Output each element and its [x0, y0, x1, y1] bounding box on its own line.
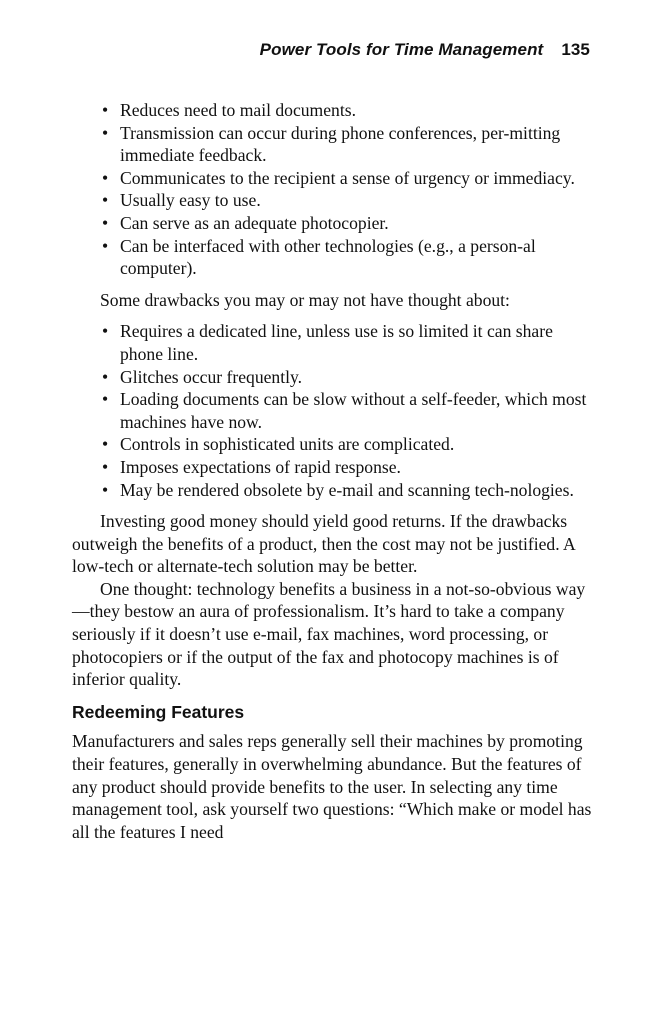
list-item: • Can be interfaced with other technologies (e.g., a person-al computer). — [120, 235, 592, 280]
benefits-list — [72, 99, 592, 280]
page-body — [72, 99, 592, 843]
page-number: 135 — [561, 40, 590, 59]
investing-paragraph: Investing good money should yield good returns. If the drawbacks outweigh the benefits of a product, then the cost may not be justified. A low-tech or alternate-tech solution may be better. — [72, 511, 575, 577]
list-item: • May be rendered obsolete by e-mail and scanning tech-nologies. — [120, 479, 592, 502]
drawbacks-list — [72, 320, 592, 501]
list-item: • Usually easy to use. — [120, 189, 592, 212]
list-item: • Can serve as an adequate photocopier. — [120, 212, 592, 235]
section-heading: Redeeming Features — [72, 701, 245, 722]
section-paragraph: Manufacturers and sales reps generally sell their machines by promoting their features, generally in overwhelming abundance. But the features of any product should provide benefits to the user. In selecting any time management tool, ask yourself two questions: “Which make or model has all the features I need — [72, 731, 592, 842]
list-item: • Communicates to the recipient a sense of urgency or immediacy. — [120, 167, 592, 190]
list-item: • Controls in sophisticated units are complicated. — [120, 433, 592, 456]
list-item: • Transmission can occur during phone conferences, per-mitting immediate feedback. — [120, 122, 592, 167]
list-item: • Imposes expectations of rapid response. — [120, 456, 592, 479]
running-header — [260, 40, 590, 60]
list-item: • Glitches occur frequently. — [120, 366, 592, 389]
list-item: • Requires a dedicated line, unless use is so limited it can share phone line. — [120, 320, 592, 365]
running-title: Power Tools for Time Management — [259, 40, 544, 59]
list-item: • Reduces need to mail documents. — [120, 99, 592, 122]
list-item: • Loading documents can be slow without a self-feeder, which most machines have now. — [120, 388, 592, 433]
one-thought-paragraph: One thought: technology benefits a business in a not-so-obvious way—they bestow an aura of professionalism. It’s hard to take a company seriously if it doesn’t use e-mail, fax machines, word processing, or photocopiers or if the output of the fax and photocopy machines is of inferior quality. — [72, 578, 586, 690]
drawbacks-intro: Some drawbacks you may or may not have thought about: — [100, 289, 510, 310]
